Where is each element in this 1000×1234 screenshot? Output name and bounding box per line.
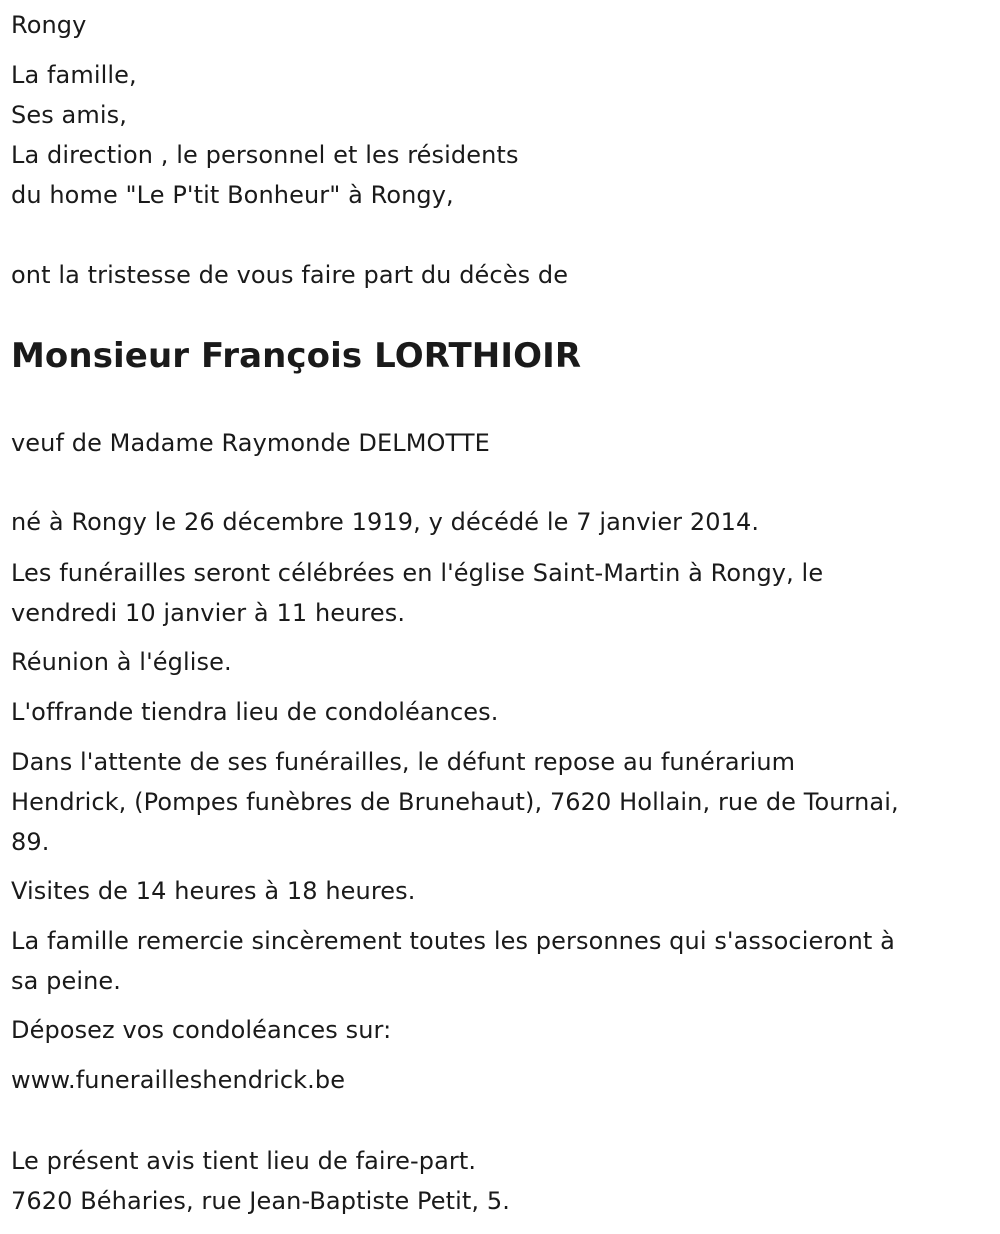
visits-text: Visites de 14 heures à 18 heures.	[11, 877, 416, 905]
family-line-2: Ses amis,	[11, 101, 127, 129]
town-heading: Rongy	[11, 11, 87, 39]
funeral-line-2: vendredi 10 janvier à 11 heures.	[11, 599, 406, 627]
thanks-line-2: sa peine.	[11, 967, 122, 995]
address-text: 7620 Béharies, rue Jean-Baptiste Petit, 5.	[11, 1187, 510, 1215]
family-line-3: La direction , le personnel et les résidents	[11, 141, 519, 169]
condolences-label: Déposez vos condoléances sur:	[11, 1016, 392, 1044]
announcement-text: ont la tristesse de vous faire part du décès de	[11, 261, 569, 289]
repose-line-3: 89.	[11, 828, 50, 856]
deceased-name: Monsieur François LORTHIOIR	[11, 336, 582, 376]
family-line-1: La famille,	[11, 61, 137, 89]
repose-line-2: Hendrick, (Pompes funèbres de Brunehaut), 7620 Hollain, rue de Tournai,	[11, 788, 899, 816]
notice-text: Le présent avis tient lieu de faire-part.	[11, 1147, 477, 1175]
repose-line-1: Dans l'attente de ses funérailles, le défunt repose au funérarium	[11, 748, 796, 776]
offering-text: L'offrande tiendra lieu de condoléances.	[11, 698, 499, 726]
birth-death-text: né à Rongy le 26 décembre 1919, y décédé le 7 janvier 2014.	[11, 508, 760, 536]
meeting-text: Réunion à l'église.	[11, 648, 232, 676]
website-link[interactable]: www.funerailleshendrick.be	[11, 1066, 346, 1094]
thanks-line-1: La famille remercie sincèrement toutes les personnes qui s'associeront à	[11, 927, 895, 955]
family-line-4: du home "Le P'tit Bonheur" à Rongy,	[11, 181, 454, 209]
funeral-line-1: Les funérailles seront célébrées en l'église Saint-Martin à Rongy, le	[11, 559, 824, 587]
spouse-text: veuf de Madame Raymonde DELMOTTE	[11, 429, 490, 457]
